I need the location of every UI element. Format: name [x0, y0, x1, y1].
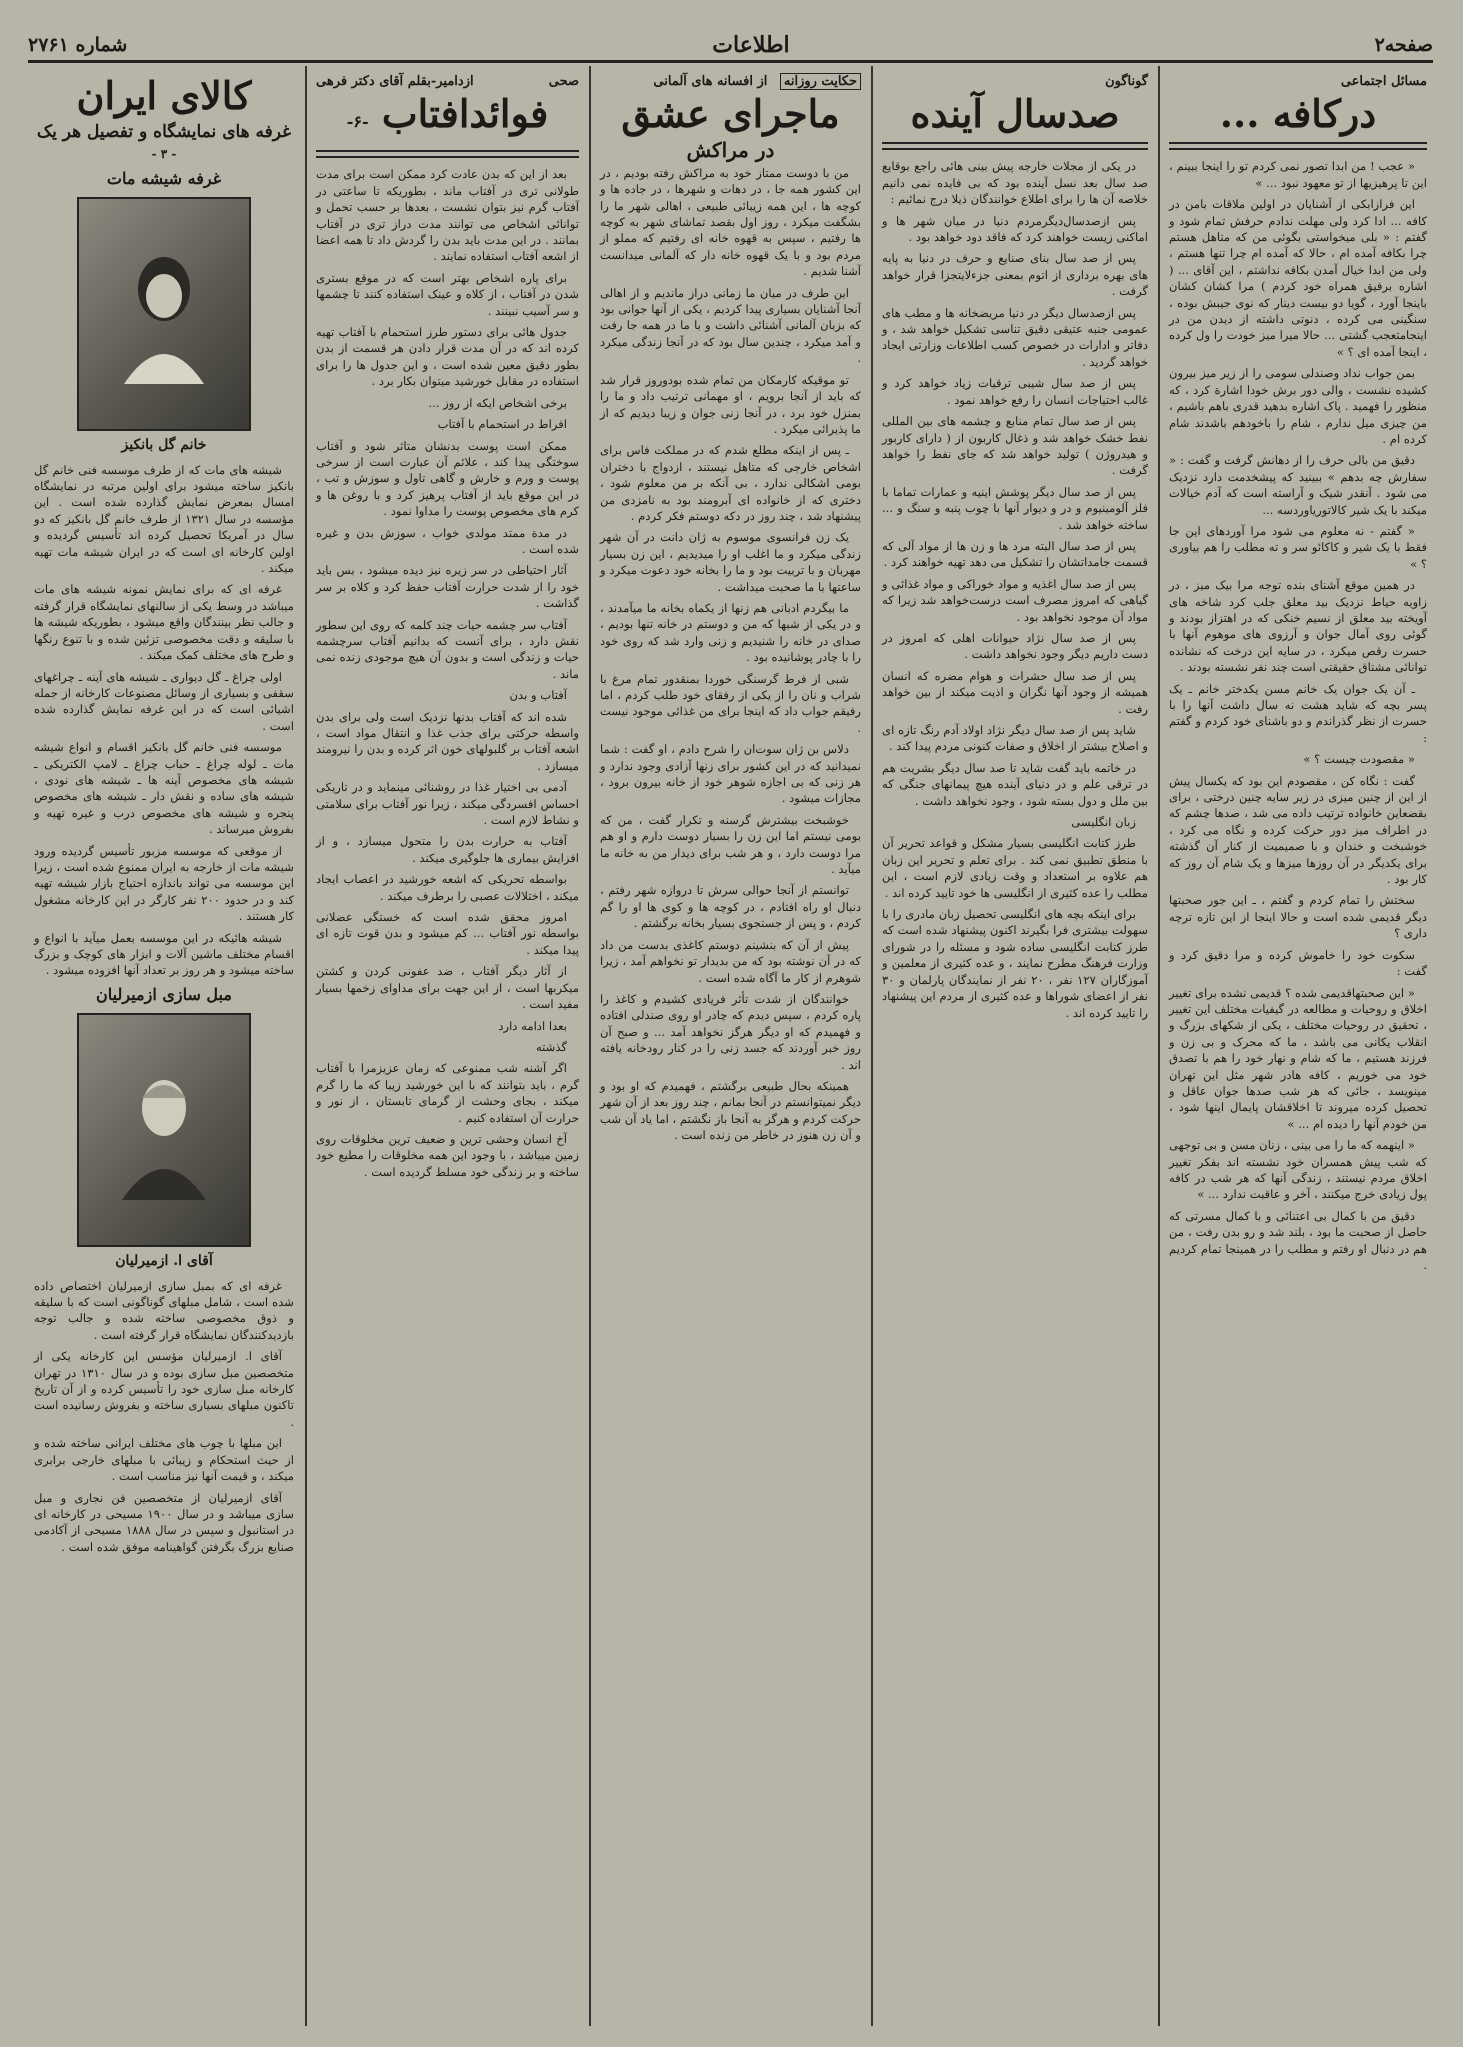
photo-caption: آقای ا. ازمیرلیان: [115, 1253, 213, 1270]
page-number: صفحه۲: [1374, 34, 1433, 56]
article-body: [316, 166, 579, 1180]
article-headline: ماجرای عشق: [621, 91, 840, 137]
paragraph: « مقصودت چیست ؟ »: [1303, 752, 1415, 767]
paragraph: ما بیگردم ادبانی هم زنها از یکماه بخانه ما میآمدند ، و در یکی از شبها که من و دوستم در خانه تنها بودیم ، صدای در خانه را شنیدیم و زنی وارد شد که روی خود را با چادر پوشانیده بود .: [600, 600, 861, 665]
column-sun: [310, 66, 585, 2026]
paragraph: « اینهمه که ما را می بینی ، زنان مسن و بی توجهی که شب پیش همسران خود نشسته اند بفکر تغییر اخلاق مردم نیستند ، زندگی آنها که هر شب در کافه پول زیادی خرج میکنند ، آخر و عاقبت ندارد ... »: [1169, 1138, 1427, 1202]
paragraph: شیشه های مات که از طرف موسسه فنی خانم گل بانکیز ساخته میشود برای اولین مرتبه در نمایشگاه امسال بمعرض نمایش گذارده شده است . این مؤسسه در سال ۱۳۲۱ از طرف خانم گل بانکیز که دو سال در آمریکا تحصیل کرده اند تأسیس گردیده و اولین کارخانه ای است که در ایران شیشه مات تهیه میکند .: [34, 462, 295, 576]
paragraph: « عجب ! من ابدا تصور نمی کردم تو را اینجا ببینم ، این تا پرهیزیها از تو معهود نبود ... »: [1169, 159, 1427, 190]
paragraph: همینکه بحال طبیعی برگشتم ، فهمیدم که او بود و دیگر نمیتوانستم در آنجا بمانم ، چند روز بعد از آن شهر حرکت کردم و هرگز به آنجا باز نگشتم ، اما یاد آن شب و آن زن هنوز در خاطر من زنده است .: [600, 1078, 861, 1143]
paragraph: آدمی بی اختیار غذا در روشنائی مینماید و در تاریکی احساس افسردگی میکند ، زیرا نور آفتاب برای سلامتی و نشاط لازم است .: [316, 780, 579, 828]
paragraph: پس از صد سال اغذیه و مواد خوراکی و مواد غذائی و گیاهی که امروز مصرف است درست‌خواهد شد زیرا که مواد آن موجود نخواهد بود .: [882, 576, 1148, 624]
paragraph: آقای ا. ازمیرلیان مؤسس این کارخانه یکی از متخصصین مبل سازی بوده و در سال ۱۳۱۰ در تهران کارخانه مبل سازی خود را تأسیس کرده و از آن تاریخ تاکنون مبلهای بسیاری ساخته و بفروش رسانیده است .: [34, 1349, 294, 1429]
article-body: [882, 158, 1148, 1021]
column-kicker: [316, 74, 579, 90]
paragraph: این فرازابکی از آشنایان در اولین ملاقات بامن در کافه ... ادا کرد ولی مهلت ندادم حرفش تمام شود و گفتم : « بلی میخواستی بگوئی من که متاهل هستم چرا بکافه آمده ام ، حالا که آمده ام چرا تنها هستم ، ولی من ابدا خیال آمدن بکافه نداشتم ، این آقای ... ( اشاره برفیق همراه خود کردم ) مرا کشان کشان باینجا آورد ، گویا دو بیست دینار که نوی جیبش بوده ، سنگینی می کرده ، دنوتی داشته از دیدن من در اینجامتعجب گشتی ... حالا میرا میز خودت را ول کرده ، اینجا آمده ای ؟ »: [1169, 197, 1427, 359]
woman-portrait-icon: [114, 244, 214, 384]
man-portrait-icon: [114, 1060, 214, 1200]
paragraph: من با دوست ممتاز خود به مراکش رفته بودیم ، در این کشور همه جا ، در دهات و شهرها ، در جاده ها و کوچه ها ، این همه زیبائی طبیعی ، اهالی شهر ما را بشگفت میکرد ، روز اول بقصد تماشای شهر به کوچه ها رفتیم ، سپس به قهوه خانه ای رفتیم که مملو از مردم بود و با یک قهوه خانه دار که آلمانی میدانست آشنا شدیم .: [600, 165, 861, 279]
paragraph: توانستم از آنجا حوالی سرش تا دروازه شهر رفتم ، دنبال او راه افتادم ، در کوچه ها و کوی ها او را گم کردم ، و پس از جستجوی بسیار بخانه برگشتم .: [600, 883, 861, 931]
paragraph: موسسه فنی خانم گل بانکیز اقسام و انواع شیشه مات ـ لوله چراغ ـ حباب چراغ ـ لامپ الکتریکی ـ شیشه های مخصوص آینه ها ـ شیشه های نودی ، شیشه های ساده و نقش دار ـ شیشه های مخصوص پنجره و شیشه های مخصوص درب و غیره تهیه و بفروش میرساند .: [34, 740, 294, 837]
article-headline: کالای ایران: [76, 73, 252, 118]
paragraph: « این صحبتهاقدیمی شده ؟ قدیمی نشده برای تغییر اخلاق و روحیات و مطالعه در گیفیات مختلف این تغییر ، تحقیق در روحیات مختلف ، یکی از شکهای بزرگ و انقلاب یکانی می باشد ، ما که محرک و بی زن و فرزند هستیم ، ما که شام و نهار خود را هم با تصدق خود می خوریم ، کافه هادر شهر مثل این تهران مینویسد ، جائی که هر شب صدها جوان عاقل و تحصیل کرده میروند تا اخلاقشان پایمال اینها شود ، من خودم آنها را دیده ام ... »: [1169, 985, 1427, 1131]
article-body: [34, 462, 294, 979]
paragraph: بعدا ادامه دارد: [498, 1018, 567, 1033]
paragraph: شاید پس از صد سال دیگر نژاد اولاد آدم رنگ تازه ای و اصلاح بیشتر از اخلاق و صفات کنونی مردم پیدا کند .: [882, 723, 1148, 754]
paragraph: تو موقیکه کارمکان من تمام شده بودوروز قرار شد که باید از آنجا برویم ، او مهمانی ترتیب داد و ما را بمنزل خود برد ، در آنجا زنی جوان و زیبا دیدیم که از ما پذیرائی میکرد .: [600, 372, 861, 436]
paragraph: غرفه ای که برای نمایش نمونه شیشه های مات میباشد در وسط یکی از سالنهای نمایشگاه قرار گرفته و جالب نظر بینندگان واقع میشود ، بطوریکه شیشه ها با سلیقه و دقت مخصوصی تزئین شده و با تنوع رنگها و طرح های مختلف کمک میکند .: [34, 582, 294, 663]
column-rule: [1158, 66, 1160, 2026]
paragraph: خوانندگان از شدت تأثر فریادی کشیدم و کاغذ را پاره کردم ، سپس دیدم که چادر او روی صندلی افتاده و فهمیدم که او دیگر هرگز نخواهد آمد ... و صبح آن روز خبر آوردند که جسد زنی را در کنار رودخانه یافته اند .: [600, 991, 861, 1072]
paragraph: برای پاره اشخاص بهتر است که در موقع بستری شدن در آفتاب ، از کلاه و عینک استفاده کنند تا چشمها و سر آسیب نبینند .: [316, 270, 579, 318]
paragraph: آفتاب و بدن: [509, 688, 567, 703]
part-number: -۶-: [346, 112, 369, 132]
kicker-right: صحی: [548, 74, 579, 89]
article-headline: صدسال آینده: [910, 91, 1120, 137]
column-kicker: گوناگون: [1105, 74, 1148, 89]
paragraph: این طرف در میان ما زمانی دراز ماندیم و از اهالی آنجا آشنایان بسیاری پیدا کردیم ، یکی از آنها جوانی بود که بزبان آلمانی آشنائی داشت و با ما در همه جا رفت و آمد میکرد ، چندین سال بود که در آنجا زندگی میکرد .: [600, 285, 861, 366]
paragraph: بواسطه تحریکی که اشعه خورشید در اعصاب ایجاد میکند ، اختلالات عصبی را برطرف میکند .: [316, 872, 579, 903]
paragraph: شده اند که آفتاب بدنها نزدیک است ولی برای بدن واسطه حرکتی برای جذب غذا و انتقال مواد است ، اشعه آفتاب بر گلبولهای خون اثر کرده و بدن را نیرومند میسازد .: [316, 709, 579, 773]
paragraph: شیشه هائیکه در این موسسه بعمل میآید با انواع و اقسام مختلف ماشین آلات و ابزار های کوچک و بزرگ ساخته میشود و هر روز بر تعداد آنها افزوده میشود .: [34, 930, 294, 978]
paragraph: خوشبخت بیشترش گرسنه و تکرار گفت ، من که بومی نیستم اما این زن را بسیار دوست دارم و او هم مرا دوست دارد ، و هر شب برای دیدار من به خانه ما میآید .: [600, 812, 861, 877]
column-love-story: [594, 66, 867, 2026]
paragraph: اگر آشنه شب ممنوعی که زمان عزیزمرا با آفتاب گرم ، باید بتوانند که با این خورشید زیبا که ما را گرم میکند ، بجای وحشت از گرمای تابستان ، از نور و حرارت آن استفاده کنیم .: [316, 1061, 579, 1125]
column-cafe: [1163, 66, 1433, 2026]
paragraph: پس ازصدسال دیگر در دنیا مریضخانه ها و مطب های عمومی جنبه عتیقی دقیق تناسی تشکیل خواهد شد ، و دفاتر و ادارات در خصوص کسب اطلاعات وزارتی ایجاد خواهد گردید .: [882, 305, 1148, 369]
paragraph: آفتاب به حرارت بدن را متحول میسازد ، و از افزایش بیماری ها جلوگیری میکند .: [316, 834, 579, 865]
paragraph: یک زن فرانسوی موسوم به ژان دانت در آن شهر زندگی میکرد و ما اغلب او را میدیدیم ، این زن بسیار مهربان و با تربیت بود و ما را بخانه خود دعوت میکرد و ساعتها با ما صحبت میداشت .: [600, 530, 861, 594]
paragraph: پس از صد سال البته مرد ها و زن ها از مواد آلی که قسمت جامداتشان را تشکیل می دهد تهیه خواهند کرد .: [882, 538, 1148, 570]
paragraph: شبی از فرط گرسنگی خوردا بمنقدور تمام مرغ با شراب و نان را از یکی از رفقای خود طلب کردم ، اما رفیقم جواب داد که اینجا برای من غذائی موجود نیست .: [600, 671, 861, 735]
paragraph: در یکی از مجلات خارجه پیش بینی هائی راجع بوقایع صد سال بعد نسل آینده بود که بی فایده نمی دانیم خلاصه آن ها را برای اطلاع خوانندگان ذیلا درج نمائیم :: [882, 159, 1148, 207]
paragraph: دقیق من با کمال بی اعتنائی و با کمال مسرتی که حاصل از صحبت ما بود ، بلند شد و رو بدن رفت ، من هم در دنبال او رفتم و مطلب را در همینجا تمام کردیم .: [1169, 1208, 1427, 1272]
paragraph: ـ پس از اینکه مطلع شدم که در مملکت فاس برای اشخاص خارجی که متاهل نیستند ، ازدواج با دختران بومی اشکالی ندارد ، بی آنکه بر من معلوم شود ، دختری که از خانواده ای آبرومند بود به نامزدی من پیشنهاد شد ، چند روز در دکه دوستم فکر کردم .: [600, 443, 861, 523]
section-title: غرفه شیشه مات: [106, 168, 222, 188]
paragraph: امروز محقق شده است که خستگی عضلانی بواسطه نور آفتاب ... کم میشود و بدن قوت تازه ای پیدا میکند .: [316, 910, 579, 957]
portrait-photo: [77, 1013, 251, 1247]
article-subhead: در مراکش: [686, 138, 775, 163]
article-body: [34, 1278, 294, 1556]
column-rule: [305, 66, 307, 2026]
paragraph: پس از صد سال تمام منابع و چشمه های بین المللی نفط خشک خواهد شد و ذغال کاربون از ( دارای کاربور و هیدروژن ) تولید خواهد شد که جای نفط را خواهد گرفت .: [882, 414, 1148, 478]
kicker-left: ازدامیر-بقلم آقای دکتر فرهی: [316, 74, 474, 89]
paragraph: گفت : نگاه کن ، مقصودم این بود که یکسال پیش از این از چنین میزی در زیر سایه چنین درختی ، برای بقضعاین خانواده ترتیب داده می شد ، صدها چشم که در اطراف میز دور حرکت کرده و نگاه می کرد ، خوشبخت و خندان و با صمیمیت از کنار آن گذشته برای یکدیگر در آن روزها میزها و یک شام آن روز که کار بود .: [1169, 773, 1427, 887]
paragraph: پس از صد سال دیگر پوشش اینیه و عمارات تماما با فلز آلومینیوم و در و دیوار آنها با چوب پنبه و سنگ و ... ساخته خواهد شد .: [882, 484, 1148, 532]
paragraph: جدول هائی برای دستور طرز استحمام با آفتاب تهیه کرده اند که در آن مدت قرار دادن هر قسمت از بدن بطور دقیق معین شده است ، و این جدول ها را برای استفاده در مقابل خورشید میتوان بکار برد .: [316, 325, 579, 389]
headline-text: فوائدافتاب: [381, 91, 549, 137]
paragraph: سختش را تمام کردم و گفتم ، ـ این جور صحبتها دیگر قدیمی شده است و حالا اینجا از این تازه ترچه داری ؟: [1169, 893, 1427, 941]
article-subhead: غرفه های نمایشگاه و تفصیل هر یک: [36, 122, 292, 142]
section-title: مبل سازی ازمیرلیان: [96, 984, 232, 1004]
paragraph: غرفه ای که بمبل سازی ازمیرلیان اختصاص داده شده است ، شامل مبلهای گوناگونی است که با سلیقه و ذوق مخصوصی ساخته شده و جالب توجه بازدیدکنندگان نمایشگاه قرار گرفته است .: [34, 1278, 294, 1342]
paragraph: سکوت خود را خاموش کرده و مرا دقیق کرد و گفت :: [1169, 947, 1427, 979]
story-tag: حکایت روزانه: [780, 73, 861, 90]
divider: [882, 142, 1148, 150]
column-future: [876, 66, 1154, 2026]
paragraph: پس از صد سال حشرات و هوام مضره که انسان همیشه از وجود آنها نگران و اذیت میکند از بین خواهد رفت .: [882, 668, 1148, 716]
paragraph: در همین موقع آشنای بنده توجه مرا بیک میز ، در زاویه حیاط نزدیک بید معلق جلب کرد شاخه های آویخته بید معلق از نسیم خنکی که در اهتزاز بودند و گوئی روی آمال جوان و آرزوی های موهوم آنها با حسرت رقص میکرد ، در سایه این درخت که نشانده توانائی مشتاق حقیقتی است چند نفر نشسته بودند .: [1169, 578, 1427, 675]
column-rule: [589, 66, 591, 2026]
paragraph: آقای ازمیرلیان از متخصصین فن نجاری و مبل سازی میباشد و در سال ۱۹۰۰ مسیحی در کارخانه ای در استانبول و سپس در سال ۱۸۸۸ مسیحی از آکادمی صنایع بزرگ بگرفتن گواهینامه موفق شده است .: [34, 1490, 294, 1554]
story-source: از افسانه های آلمانی: [653, 74, 768, 89]
paragraph: بعد از این که بدن عادت کرد ممکن است برای مدت طولانی تری در آفتاب ماند ، بطوریکه تا ساعتی در آفتاب گرم نیز بتوان نشست ، بعدها بر حسب تحمل و توانائی اشخاص می توانند مدت دراز تری در آفتاب بمانند . در این مدت باید بدن را گردش داد تا همه اعضا از اشعه آفتاب استفاده نمایند .: [316, 167, 579, 264]
paragraph: گذشته: [535, 1039, 567, 1054]
part-number: - ۳ -: [151, 147, 177, 162]
paragraph: برای اینکه بچه های انگلیسی تحصیل زبان مادری را با سهولت بیشتری فرا بگیرند اکنون پیشنهاد شده است که طرز کتابت انگلیسی ساده شود و مسئله را در شورای وزارت فرهنگ مطرح نمایند ، و عده کثیری از معلمین و آموزگاران ۱۲۷ نفر ، ۲۰ نفر از نمایندگان پارلمان و ۳۰ نفر از اعضای شوراها و عده کثیری از مردم این پیشنهاد را تایید کرده اند .: [882, 907, 1148, 1020]
article-body: [1169, 158, 1427, 1273]
paragraph: برخی اشخاص ایکه از روز ...: [428, 395, 567, 410]
paragraph: آخ انسان وحشی ترین و ضعیف ترین مخلوقات روی زمین میباشد ، با وجود این همه مخلوقات را مطیع خود ساخته و بر زندگی خود مسلط گردیده است .: [316, 1131, 579, 1179]
paragraph: پس از صد سال شیبی ترقیات زیاد خواهد کرد و غالب احتیاجات انسان را رفع خواهد نمود .: [882, 376, 1148, 407]
paragraph: این مبلها با چوب های مختلف ایرانی ساخته شده و از حیث استحکام و زیبائی با مبلهای خارجی برابری میکند ، و قیمت آنها نیز مناسب است .: [34, 1436, 294, 1484]
portrait-photo: [77, 197, 251, 431]
column-iran-goods: [28, 66, 300, 2026]
paragraph: آثار احتیاطی در سر زیره نیز دیده میشود ، بس باید خود را از شدت حرارت آفتاب حفظ کرد و کلاه بر سر گذاشت .: [316, 563, 579, 611]
masthead: [28, 30, 1433, 63]
issue-number: شماره ۲۷۶۱: [28, 34, 128, 56]
paragraph: بمن جواب نداد وصندلی سومی را از زیر میز بیرون کشیده نشست ، والی دور برش خودا اشارة کرد ، که منظور را فهمید . پاک اشاره بدهید قدری باهم باشیم ، من چیزی میل ندارم ، شام را باخودهم باشدند شام کرده ام .: [1169, 366, 1427, 446]
paragraph: دلاس بن ژان سوت‌ان را شرح دادم ، او گفت : شما نمیدانید که در این کشور برای زنها آزادی وجود ندارد و هر زنی که بی اجازه شوهر خود از خانه بیرون برود ، مجازات میشود .: [600, 742, 861, 806]
paragraph: پس از صد سال بنای صنایع و حرف در دنیا به پایه های بهره برداری از اتوم بمعنی جزءلایتجزا قرار خواهد گرفت .: [882, 251, 1148, 299]
paragraph: ـ آن یک جوان یک خانم مسن یکدختر خانم ـ یک پسر بچه که شاید هشت نه سال داشت آنها را با حسرت از نظر گذراندم و دو باشنای خود کردم و گفتم :: [1169, 681, 1427, 745]
paragraph: در خاتمه باید گفت شاید تا صد سال دیگر بشریت هم در ترقی علم و در دنیای آینده هیچ پیمانهای جنگی که بین ملل و دول بسته شود ، وجود نخواهد داشت .: [882, 760, 1148, 808]
paragraph: آفتاب سر چشمه حیات چند کلمه که روی این سطور نقش دارد ، برای آنست که بدانیم آفتاب سرچشمه حیات و زندگی است و بدون آن هیچ موجودی زنده نمی ماند .: [316, 617, 579, 681]
photo-caption: خانم گل بانکیز: [121, 437, 207, 454]
article-headline: درکافه ...: [1219, 91, 1377, 137]
paragraph: اولی چراغ ـ گل دیواری ـ شیشه های آینه ـ چراغهای سقفی و بسیاری از وسائل مصنوعات کارخانه از جمله اشیائی است که در این غرفه نمایش گذارده شده است .: [34, 669, 294, 733]
divider: [1169, 142, 1427, 150]
paragraph: طرز کتابت انگلیسی بسیار مشکل و قواعد تحریر آن با منطق تطبیق نمی کند . برای تعلم و تحریر این زبان هم علاوه بر استعداد و وقت زیادی لازم است ، این مطلب را عده کثیری از انگلیسی ها خود تایید کرده اند .: [882, 836, 1148, 900]
paragraph: از آثار دیگر آفتاب ، ضد عفونی کردن و کشتن میکربها است ، از این جهت برای مداوای زخمها بسیار مفید است .: [316, 964, 579, 1012]
paragraph: از موقعی که موسسه مزبور تأسیس گردیده ورود شیشه مات از خارجه به ایران ممنوع شده است ، زیرا این موسسه می تواند باندازه احتیاج بازار شیشه تهیه کند و در حدود ۲۰۰ نفر کارگر در این کارخانه مشغول کار هستند .: [34, 843, 294, 924]
paragraph: زبان انگلیسی: [1071, 815, 1136, 830]
column-rule: [871, 66, 873, 2026]
paragraph: در مدة ممتد مولدی خواب ، سوزش بدن و غیره شده است .: [316, 525, 579, 556]
article-body: [600, 165, 861, 1144]
paragraph: پس ازصدسال‌دیگر‌مردم دنیا در میان شهر ها و اماکنی زیست خواهند کرد که فاقد دود خواهد بود .: [882, 213, 1148, 245]
paragraph: ممکن است پوست بدنشان متاثر شود و آفتاب سوختگی پیدا کند ، علائم آن عبارت است از سرخی پوست و ورم و خارش و گاهی تاول و سوزش و تب ، در این موقع باید از آفتاب پرهیز کرد و با روغن ها و کرم های مخصوص پوست را مداوا نمود .: [316, 438, 579, 519]
paragraph: افراط در استحمام با آفتاب: [437, 417, 567, 432]
paragraph: دقیق من بالی حرف را از دهانش گرفت و گفت : « سفارش چه بدهم » ببینید که پیشخدمت دارد نزدیک می شود . آنقدر شیک و آراسته است که آدم خیالات میکند با یک شیر کالاتوریاوردسه ...: [1169, 453, 1427, 517]
columns: [28, 66, 1433, 2026]
column-kicker: مسائل اجتماعی: [1340, 74, 1427, 89]
article-headline: [316, 92, 579, 144]
paragraph: پس از صد سال نژاد حیوانات اهلی که امروز در دست داریم دیگر وجود نخواهد داشت .: [882, 630, 1148, 662]
paragraph: « گفتم - نه معلوم می شود مرا آوردهای این جا فقط با یک شیر و کاکائو سر و ته مطلب را هم بیاوری ؟ »: [1169, 523, 1427, 571]
column-kicker: [600, 74, 861, 90]
divider: [316, 150, 579, 158]
paragraph: پیش از آن که بنشینم دوستم کاغذی بدست من داد که در آن نوشته بود که من بدیدار تو نخواهم آمد ، زیرا شوهرم از کار ما آگاه شده است .: [600, 937, 861, 985]
paper-name: اطلاعات: [712, 32, 790, 58]
